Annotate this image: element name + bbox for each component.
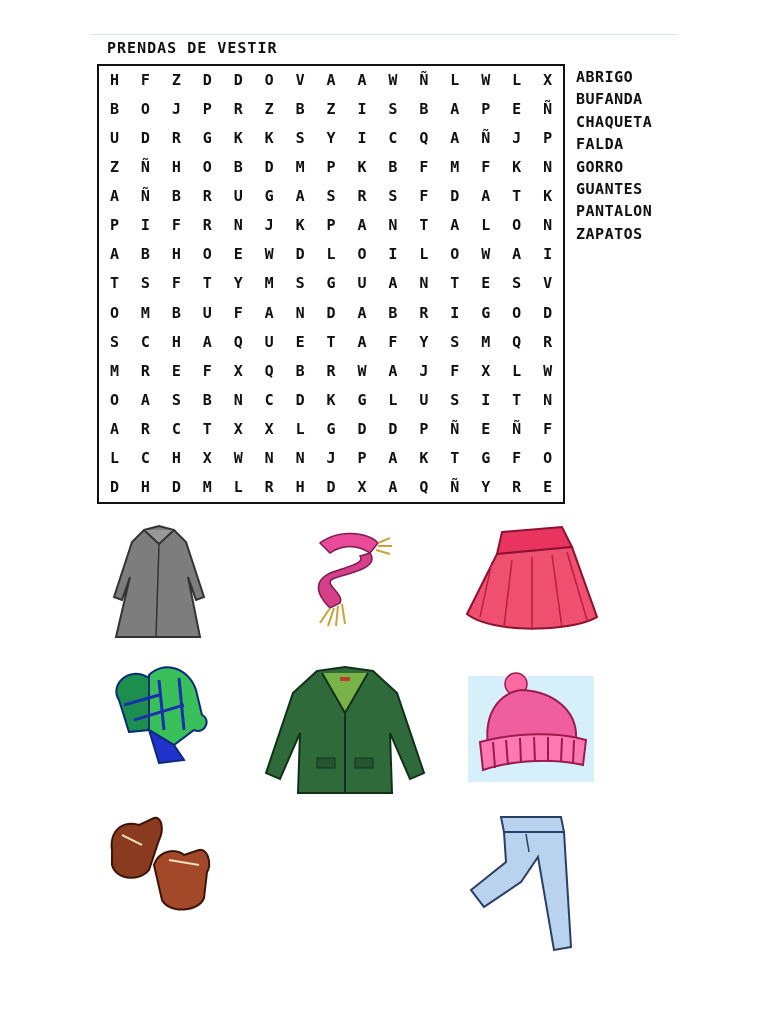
grid-cell[interactable]: H — [295, 477, 305, 496]
grid-cell[interactable]: K — [512, 158, 522, 177]
grid-cell[interactable]: K — [264, 129, 274, 148]
grid-cell[interactable]: R — [140, 361, 150, 380]
grid-cell[interactable]: O — [109, 303, 119, 322]
grid-cell[interactable]: F — [543, 419, 553, 438]
grid-cell[interactable]: O — [202, 158, 212, 177]
grid-cell[interactable]: U — [233, 187, 243, 206]
grid-cell[interactable]: J — [326, 448, 336, 467]
grid-cell[interactable]: S — [109, 332, 119, 351]
grid-cell[interactable]: M — [140, 303, 150, 322]
grid-cell[interactable]: C — [264, 390, 274, 409]
grid-cell[interactable]: N — [543, 158, 553, 177]
grid-cell[interactable]: F — [512, 448, 522, 467]
grid-row — [99, 240, 563, 269]
grid-cell[interactable]: T — [512, 390, 522, 409]
grid-cell[interactable]: I — [140, 216, 150, 235]
grid-cell[interactable]: U — [357, 274, 367, 293]
grid-cell[interactable]: Q — [264, 361, 274, 380]
grid-cell[interactable]: F — [419, 158, 429, 177]
grid-cell[interactable]: Q — [419, 477, 429, 496]
grid-row — [99, 182, 563, 211]
grid-cell[interactable]: D — [233, 71, 243, 90]
grid-cell[interactable]: D — [295, 245, 305, 264]
grid-cell[interactable]: V — [543, 274, 553, 293]
grid-cell[interactable]: R — [357, 187, 367, 206]
grid-cell[interactable]: J — [419, 361, 429, 380]
grid-cell[interactable]: Q — [233, 332, 243, 351]
grid-cell[interactable]: X — [357, 477, 367, 496]
grid-cell[interactable]: A — [388, 274, 398, 293]
grid-cell[interactable]: T — [202, 274, 212, 293]
grid-cell[interactable]: B — [171, 187, 181, 206]
grid-cell[interactable]: W — [264, 245, 274, 264]
grid-cell[interactable]: T — [202, 419, 212, 438]
grid-cell[interactable]: Y — [233, 274, 243, 293]
grid-row — [99, 269, 563, 298]
grid-cell[interactable]: B — [388, 158, 398, 177]
grid-cell[interactable]: D — [357, 419, 367, 438]
coat-icon — [104, 522, 214, 642]
grid-cell[interactable]: O — [264, 71, 274, 90]
grid-cell[interactable]: B — [295, 361, 305, 380]
grid-cell[interactable]: N — [388, 216, 398, 235]
grid-cell[interactable]: D — [388, 419, 398, 438]
grid-cell[interactable]: F — [419, 187, 429, 206]
grid-cell[interactable]: T — [512, 187, 522, 206]
grid-cell[interactable]: H — [171, 158, 181, 177]
grid-cell[interactable]: B — [171, 303, 181, 322]
grid-cell[interactable]: N — [264, 448, 274, 467]
word-list-item: ABRIGO — [576, 68, 634, 86]
grid-cell[interactable]: V — [295, 71, 305, 90]
grid-cell[interactable]: Ñ — [450, 477, 460, 496]
grid-cell[interactable]: A — [481, 187, 491, 206]
grid-cell[interactable]: T — [450, 448, 460, 467]
grid-cell[interactable]: A — [388, 361, 398, 380]
grid-cell[interactable]: F — [481, 158, 491, 177]
grid-cell[interactable]: A — [450, 129, 460, 148]
grid-cell[interactable]: K — [326, 390, 336, 409]
grid-cell[interactable]: G — [481, 448, 491, 467]
grid-cell[interactable]: M — [295, 158, 305, 177]
grid-row — [99, 386, 563, 415]
grid-cell[interactable]: L — [419, 245, 429, 264]
beanie-icon — [468, 670, 594, 783]
grid-row — [99, 124, 563, 153]
grid-cell[interactable]: X — [264, 419, 274, 438]
grid-row — [99, 299, 563, 328]
grid-row — [99, 66, 563, 95]
word-list-item: CHAQUETA — [576, 112, 653, 131]
grid-cell[interactable]: A — [357, 71, 367, 90]
grid-cell[interactable]: F — [233, 303, 243, 322]
grid-cell[interactable]: B — [388, 303, 398, 322]
grid-cell[interactable]: C — [171, 419, 181, 438]
grid-cell[interactable]: D — [140, 129, 150, 148]
grid-cell[interactable]: I — [543, 245, 553, 264]
grid-cell[interactable]: I — [388, 245, 398, 264]
grid-cell[interactable]: P — [326, 216, 336, 235]
grid-cell[interactable]: F — [140, 71, 150, 90]
grid-row — [99, 357, 563, 386]
grid-cell[interactable]: Ñ — [140, 158, 150, 177]
grid-cell[interactable]: Y — [419, 332, 429, 351]
grid-cell[interactable]: P — [357, 448, 367, 467]
grid-cell[interactable]: F — [202, 361, 212, 380]
grid-cell[interactable]: A — [109, 187, 119, 206]
grid-cell[interactable]: Ñ — [140, 187, 150, 206]
grid-cell[interactable]: N — [295, 303, 305, 322]
grid-cell[interactable]: L — [512, 71, 522, 90]
grid-cell[interactable]: Ñ — [543, 100, 553, 119]
grid-cell[interactable]: D — [171, 477, 181, 496]
grid-cell[interactable]: A — [388, 477, 398, 496]
grid-cell[interactable]: X — [233, 361, 243, 380]
grid-cell[interactable]: N — [233, 216, 243, 235]
grid-cell[interactable]: S — [450, 332, 460, 351]
grid-row — [99, 95, 563, 124]
grid-row — [99, 415, 563, 444]
grid-cell[interactable]: M — [264, 274, 274, 293]
grid-cell[interactable]: T — [419, 216, 429, 235]
grid-cell[interactable]: Q — [419, 129, 429, 148]
grid-cell[interactable]: R — [233, 100, 243, 119]
grid-cell[interactable]: O — [543, 448, 553, 467]
grid-cell[interactable]: A — [109, 245, 119, 264]
grid-cell[interactable]: K — [543, 187, 553, 206]
grid-cell[interactable]: K — [357, 158, 367, 177]
grid-cell[interactable]: H — [171, 332, 181, 351]
grid-cell[interactable]: C — [388, 129, 398, 148]
grid-cell[interactable]: B — [202, 390, 212, 409]
grid-cell[interactable]: R — [543, 332, 553, 351]
grid-cell[interactable]: D — [202, 71, 212, 90]
grid-cell[interactable]: N — [419, 274, 429, 293]
grid-cell[interactable]: O — [202, 245, 212, 264]
grid-cell[interactable]: A — [450, 216, 460, 235]
grid-cell[interactable]: L — [233, 477, 243, 496]
grid-cell[interactable]: U — [109, 129, 119, 148]
grid-cell[interactable]: A — [109, 419, 119, 438]
grid-cell[interactable]: Q — [512, 332, 522, 351]
grid-cell[interactable]: E — [481, 274, 491, 293]
grid-cell[interactable]: A — [388, 448, 398, 467]
grid-cell[interactable]: K — [233, 129, 243, 148]
grid-cell[interactable]: S — [140, 274, 150, 293]
grid-cell[interactable]: L — [326, 245, 336, 264]
grid-cell[interactable]: G — [326, 419, 336, 438]
grid-cell[interactable]: A — [264, 303, 274, 322]
grid-cell[interactable]: P — [202, 100, 212, 119]
grid-cell[interactable]: S — [388, 187, 398, 206]
grid-cell[interactable]: O — [140, 100, 150, 119]
grid-cell[interactable]: K — [419, 448, 429, 467]
grid-cell[interactable]: H — [140, 477, 150, 496]
grid-row — [99, 211, 563, 240]
grid-cell[interactable]: O — [357, 245, 367, 264]
grid-cell[interactable]: I — [357, 100, 367, 119]
grid-cell[interactable]: D — [109, 477, 119, 496]
grid-cell[interactable]: S — [295, 129, 305, 148]
grid-cell[interactable]: G — [264, 187, 274, 206]
grid-cell[interactable]: I — [450, 303, 460, 322]
grid-cell[interactable]: O — [109, 390, 119, 409]
grid-cell[interactable]: R — [202, 216, 212, 235]
grid-cell[interactable]: R — [419, 303, 429, 322]
grid-cell[interactable]: J — [512, 129, 522, 148]
grid-cell[interactable]: X — [233, 419, 243, 438]
grid-cell[interactable]: N — [295, 448, 305, 467]
grid-cell[interactable]: P — [543, 129, 553, 148]
grid-row — [99, 473, 563, 502]
grid-cell[interactable]: A — [357, 216, 367, 235]
grid-cell[interactable]: D — [543, 303, 553, 322]
grid-cell[interactable]: G — [481, 303, 491, 322]
grid-cell[interactable]: G — [202, 129, 212, 148]
word-list-item: GUANTES — [576, 179, 643, 198]
grid-cell[interactable]: M — [481, 332, 491, 351]
word-list — [576, 66, 652, 245]
word-list-item: BUFANDA — [576, 90, 643, 109]
grid-cell[interactable]: A — [202, 332, 212, 351]
grid-cell[interactable]: O — [512, 216, 522, 235]
skirt-icon — [462, 522, 602, 637]
jacket-icon — [262, 663, 428, 798]
grid-cell[interactable]: E — [512, 100, 522, 119]
grid-cell[interactable]: S — [295, 274, 305, 293]
grid-cell[interactable]: A — [140, 390, 150, 409]
grid-cell[interactable]: X — [543, 71, 553, 90]
word-list-item: ZAPATOS — [576, 224, 643, 243]
grid-cell[interactable]: Ñ — [450, 419, 460, 438]
grid-cell[interactable]: R — [171, 129, 181, 148]
grid-cell[interactable]: R — [202, 187, 212, 206]
grid-cell[interactable]: W — [481, 245, 491, 264]
shoes-icon — [104, 810, 216, 918]
grid-cell[interactable]: M — [202, 477, 212, 496]
grid-cell[interactable]: F — [171, 216, 181, 235]
grid-cell[interactable]: R — [326, 361, 336, 380]
grid-row — [99, 153, 563, 182]
grid-cell[interactable]: X — [481, 361, 491, 380]
trousers-icon — [466, 812, 596, 952]
grid-cell[interactable]: B — [109, 100, 119, 119]
grid-cell[interactable]: B — [140, 245, 150, 264]
scarf-icon — [300, 528, 395, 633]
word-list-item: PANTALON — [576, 202, 653, 221]
grid-cell[interactable]: G — [357, 390, 367, 409]
grid-cell[interactable]: N — [543, 390, 553, 409]
grid-cell[interactable]: B — [295, 100, 305, 119]
grid-cell[interactable]: U — [202, 303, 212, 322]
grid-cell[interactable]: U — [264, 332, 274, 351]
grid-cell[interactable]: A — [357, 332, 367, 351]
grid-row — [99, 328, 563, 357]
grid-cell[interactable]: D — [264, 158, 274, 177]
grid-cell[interactable]: W — [543, 361, 553, 380]
grid-cell[interactable]: K — [295, 216, 305, 235]
grid-cell[interactable]: L — [388, 390, 398, 409]
grid-cell[interactable]: L — [450, 71, 460, 90]
grid-cell[interactable]: L — [512, 361, 522, 380]
grid-cell[interactable]: Ñ — [512, 419, 522, 438]
grid-cell[interactable]: G — [326, 274, 336, 293]
grid-cell[interactable]: E — [543, 477, 553, 496]
grid-cell[interactable]: R — [512, 477, 522, 496]
grid-cell[interactable]: F — [171, 274, 181, 293]
grid-cell[interactable]: Z — [171, 71, 181, 90]
grid-cell[interactable]: S — [450, 390, 460, 409]
mittens-icon — [104, 660, 214, 770]
grid-cell[interactable]: E — [295, 332, 305, 351]
grid-cell[interactable]: T — [109, 274, 119, 293]
grid-cell[interactable]: J — [264, 216, 274, 235]
grid-cell[interactable]: S — [171, 390, 181, 409]
grid-cell[interactable]: F — [388, 332, 398, 351]
grid-cell[interactable]: Ñ — [419, 71, 429, 90]
grid-cell[interactable]: I — [481, 390, 491, 409]
grid-cell[interactable]: A — [512, 245, 522, 264]
grid-cell[interactable]: A — [357, 303, 367, 322]
grid-cell[interactable]: Z — [109, 158, 119, 177]
grid-cell[interactable]: H — [109, 71, 119, 90]
grid-cell[interactable]: U — [419, 390, 429, 409]
grid-cell[interactable]: P — [419, 419, 429, 438]
top-divider — [90, 34, 678, 35]
grid-cell[interactable]: R — [264, 477, 274, 496]
grid-cell[interactable]: E — [171, 361, 181, 380]
grid-cell[interactable]: H — [171, 448, 181, 467]
grid-row — [99, 444, 563, 473]
grid-cell[interactable]: S — [388, 100, 398, 119]
word-list-item: GORRO — [576, 157, 624, 176]
grid-cell[interactable]: D — [450, 187, 460, 206]
grid-cell[interactable]: P — [109, 216, 119, 235]
grid-cell[interactable]: D — [326, 477, 336, 496]
grid-cell[interactable]: E — [233, 245, 243, 264]
grid-cell[interactable]: W — [357, 361, 367, 380]
grid-cell[interactable]: T — [450, 274, 460, 293]
page-title: PRENDAS DE VESTIR — [107, 39, 278, 57]
grid-cell[interactable]: C — [140, 332, 150, 351]
grid-cell[interactable]: W — [233, 448, 243, 467]
grid-cell[interactable]: A — [326, 71, 336, 90]
grid-cell[interactable]: Ñ — [481, 129, 491, 148]
grid-cell[interactable]: W — [481, 71, 491, 90]
grid-cell[interactable]: S — [512, 274, 522, 293]
grid-cell[interactable]: L — [295, 419, 305, 438]
grid-cell[interactable]: P — [481, 100, 491, 119]
grid-cell[interactable]: O — [450, 245, 460, 264]
grid-cell[interactable]: Z — [264, 100, 274, 119]
word-search-grid — [97, 64, 565, 504]
grid-cell[interactable]: Z — [326, 100, 336, 119]
grid-cell[interactable]: H — [171, 245, 181, 264]
grid-cell[interactable]: A — [450, 100, 460, 119]
grid-cell[interactable]: L — [481, 216, 491, 235]
grid-cell[interactable]: S — [326, 187, 336, 206]
grid-cell[interactable]: M — [450, 158, 460, 177]
grid-cell[interactable]: L — [109, 448, 119, 467]
grid-cell[interactable]: E — [481, 419, 491, 438]
grid-cell[interactable]: C — [140, 448, 150, 467]
word-list-item: FALDA — [576, 135, 624, 154]
grid-cell[interactable]: R — [140, 419, 150, 438]
grid-cell[interactable]: J — [171, 100, 181, 119]
grid-cell[interactable]: F — [450, 361, 460, 380]
grid-cell[interactable]: T — [326, 332, 336, 351]
grid-cell[interactable]: W — [388, 71, 398, 90]
grid-cell[interactable]: A — [295, 187, 305, 206]
grid-cell[interactable]: M — [109, 361, 119, 380]
grid-cell[interactable]: D — [326, 303, 336, 322]
grid-cell[interactable]: P — [326, 158, 336, 177]
grid-cell[interactable]: I — [357, 129, 367, 148]
grid-cell[interactable]: X — [202, 448, 212, 467]
grid-cell[interactable]: D — [295, 390, 305, 409]
grid-cell[interactable]: B — [233, 158, 243, 177]
grid-cell[interactable]: B — [419, 100, 429, 119]
grid-cell[interactable]: N — [233, 390, 243, 409]
grid-cell[interactable]: O — [512, 303, 522, 322]
grid-cell[interactable]: N — [543, 216, 553, 235]
grid-cell[interactable]: Y — [481, 477, 491, 496]
grid-cell[interactable]: Y — [326, 129, 336, 148]
